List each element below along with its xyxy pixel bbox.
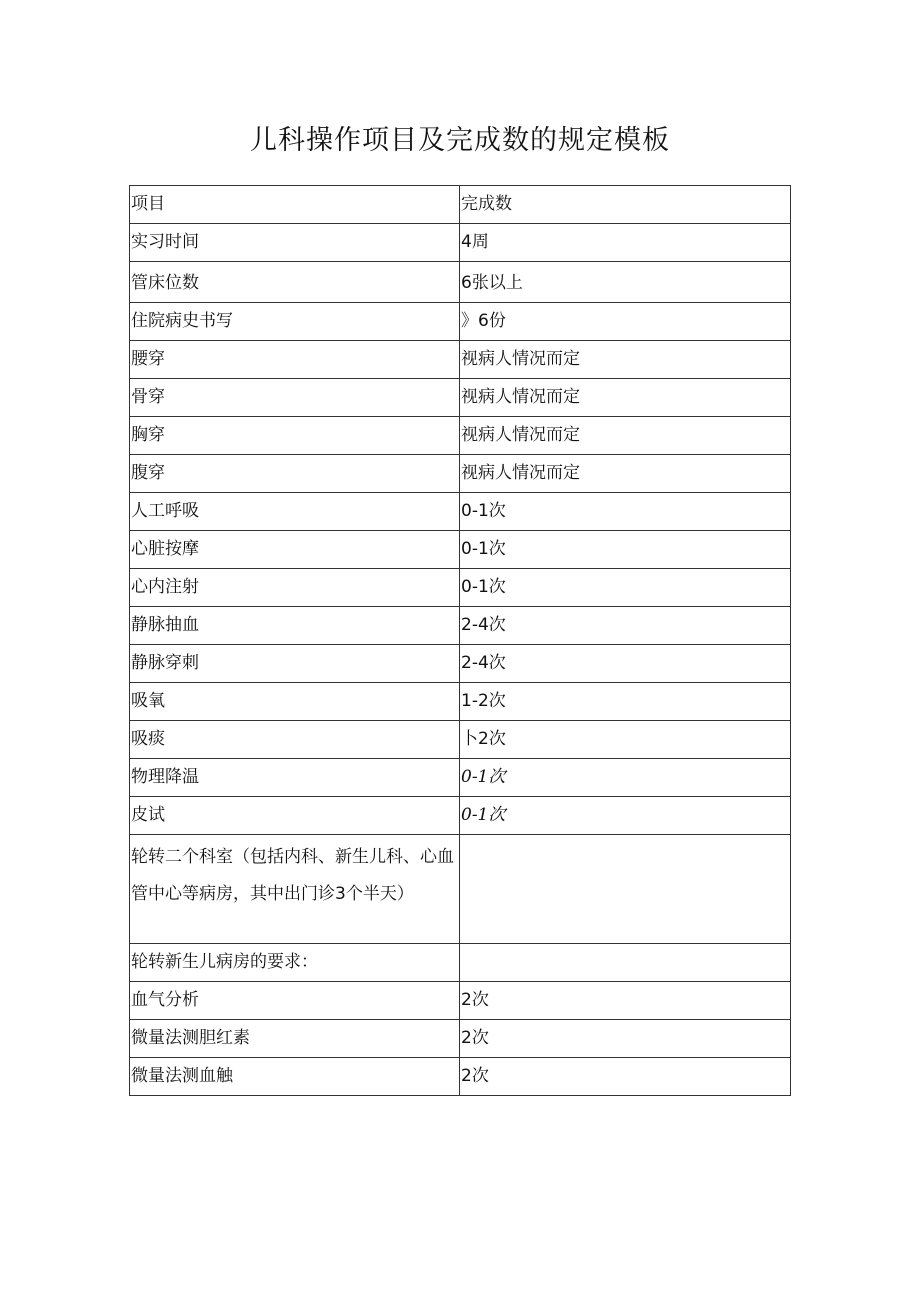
row-count: 0-1次 (460, 493, 791, 531)
row-count: 2次 (460, 1058, 791, 1096)
table-row (130, 721, 791, 759)
header-count: 完成数 (460, 186, 791, 224)
row-item: 吸痰 (130, 721, 460, 759)
row-count: 卜2次 (460, 721, 791, 759)
row-item: 吸氧 (130, 683, 460, 721)
requirements-table (129, 185, 791, 1096)
table-row (130, 531, 791, 569)
header-item: 项目 (130, 186, 460, 224)
row-item: 静脉穿刺 (130, 645, 460, 683)
row-count: 2-4次 (460, 607, 791, 645)
table-row (130, 797, 791, 835)
table-row (130, 759, 791, 797)
row-item: 管床位数 (130, 262, 460, 303)
table-row (130, 455, 791, 493)
row-item: 心内注射 (130, 569, 460, 607)
page-title: 儿科操作项目及完成数的规定模板 (250, 125, 670, 156)
table-row (130, 224, 791, 262)
row-count: 视病人情况而定 (460, 455, 791, 493)
row-count: 0-1次 (460, 759, 791, 797)
row-count: 6张以上 (460, 262, 791, 303)
table-row (130, 1020, 791, 1058)
row-item: 物理降温 (130, 759, 460, 797)
table-row (130, 683, 791, 721)
row-count: 2次 (460, 982, 791, 1020)
row-item: 实习时间 (130, 224, 460, 262)
row-count: 0-1次 (460, 569, 791, 607)
table-row (130, 607, 791, 645)
table-row (130, 379, 791, 417)
row-count: 视病人情况而定 (460, 341, 791, 379)
row-item: 静脉抽血 (130, 607, 460, 645)
table-row (130, 417, 791, 455)
row-count (460, 835, 791, 944)
row-item: 人工呼吸 (130, 493, 460, 531)
row-count: 0-1次 (460, 531, 791, 569)
row-item: 心脏按摩 (130, 531, 460, 569)
row-count: 2-4次 (460, 645, 791, 683)
row-count: 视病人情况而定 (460, 417, 791, 455)
table-row (130, 341, 791, 379)
row-item: 轮转二个科室（包括内科、新生儿科、心血管中心等病房，其中出门诊3个半天） (130, 835, 460, 944)
table-row (130, 303, 791, 341)
row-count: 2次 (460, 1020, 791, 1058)
table-row (130, 1058, 791, 1096)
table-row (130, 493, 791, 531)
row-count: 》6份 (460, 303, 791, 341)
table-row (130, 569, 791, 607)
row-item: 微量法测胆红素 (130, 1020, 460, 1058)
table-row (130, 944, 791, 982)
row-item: 骨穿 (130, 379, 460, 417)
row-count (460, 944, 791, 982)
table-row (130, 835, 791, 944)
row-count: 4周 (460, 224, 791, 262)
row-item: 轮转新生儿病房的要求： (130, 944, 460, 982)
row-count: 视病人情况而定 (460, 379, 791, 417)
row-item: 血气分析 (130, 982, 460, 1020)
row-item: 腹穿 (130, 455, 460, 493)
row-item: 皮试 (130, 797, 460, 835)
row-item: 微量法测血触 (130, 1058, 460, 1096)
row-item: 腰穿 (130, 341, 460, 379)
row-item: 胸穿 (130, 417, 460, 455)
table-row (130, 262, 791, 303)
row-item: 住院病史书写 (130, 303, 460, 341)
row-count: 0-1次 (460, 797, 791, 835)
table-header-row (130, 186, 791, 224)
table-row (130, 645, 791, 683)
row-count: 1-2次 (460, 683, 791, 721)
table-row (130, 982, 791, 1020)
